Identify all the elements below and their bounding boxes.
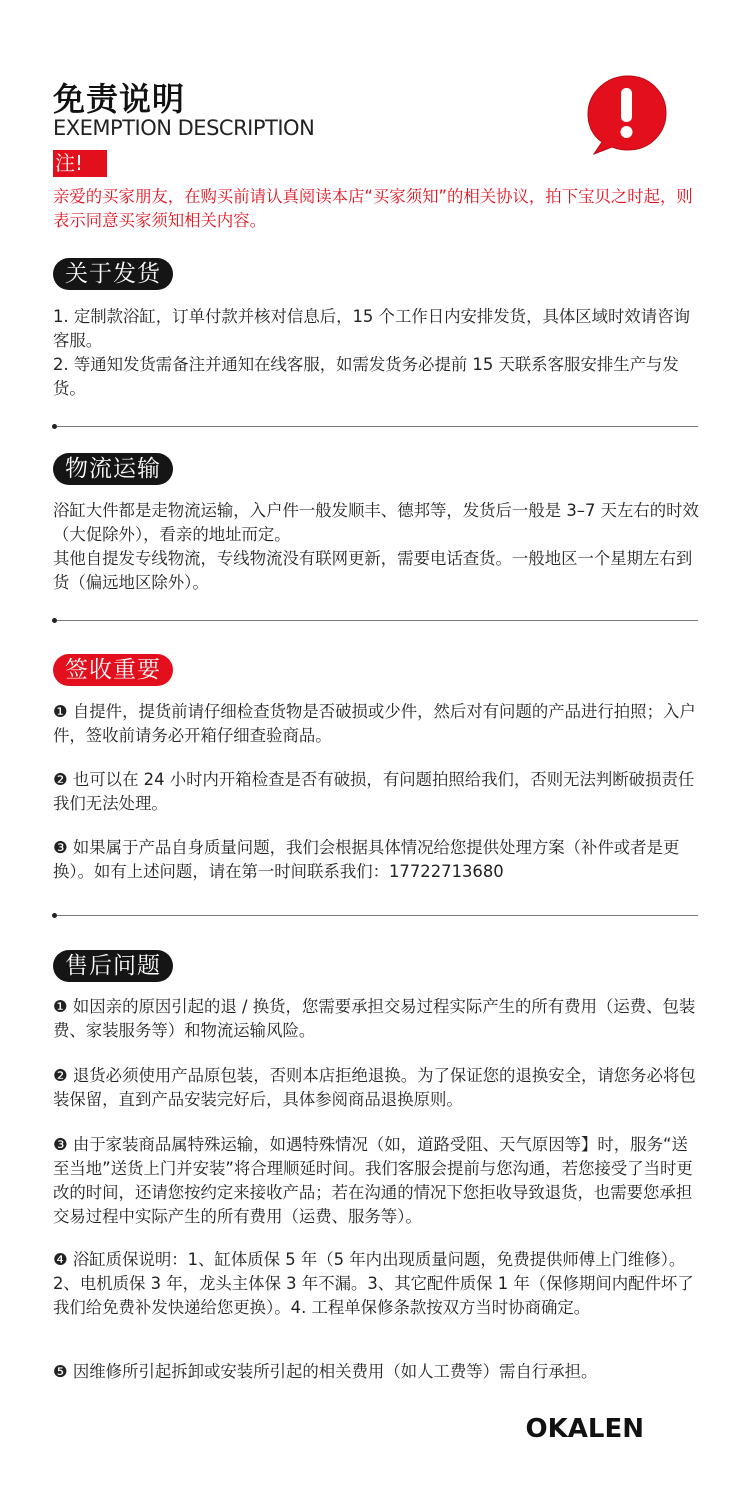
signing-item-2: ❷ 也可以在 24 小时内开箱检查是否有破损，有问题拍照给我们，否则无法判断破损责任我们无法处理。: [53, 770, 695, 813]
note-tag: 注!: [53, 150, 107, 177]
logistics-line-1: 浴缸大件都是走物流运输，入户件一般发顺丰、德邦等，发货后一般是 3–7 天左右的时效（大促除外），看亲的地址而定。: [53, 501, 699, 544]
section-tag-shipping: 关于发货: [53, 258, 173, 290]
section-tag-logistics: 物流运输: [53, 453, 173, 485]
aftersale-item-2: ❷ 退货必须使用产品原包装，否则本店拒绝退换。为了保证您的退换安全，请您务必将包装保留，直到产品安装完好后，具体参阅商品退换原则。: [53, 1066, 696, 1109]
shipping-text: [53, 305, 703, 401]
logistics-line-2: 其他自提发专线物流，专线物流没有联网更新，需要电话查货。一般地区一个星期左右到货（偏远地区除外）。: [53, 549, 693, 592]
aftersale-item-4: ❹ 浴缸质保说明：1、缸体质保 5 年（5 年内出现质量问题，免费提供师傅上门维修）。2、电机质保 3 年，龙头主体保 3 年不漏。3、其它配件质保 1 年（保修期间内配件坏了我们给免费补发快递给您更换）。4. 工程单保修条款按双方当时协商确定。: [53, 1250, 694, 1317]
page-subtitle: EXEMPTION DESCRIPTION: [53, 116, 315, 140]
aftersale-item-3: ❸ 由于家装商品属特殊运输，如遇特殊情况（如，道路受阻、天气原因等】时，服务“送至当地”送货上门并安装”将合理顺延时间。我们客服会提前与您沟通，若您接受了当时更改的时间，还请您按约定来接收产品；若在沟通的情况下您拒收导致退货，也需要您承担交易过程中实际产生的所有费用（运费、服务等）。: [53, 1135, 693, 1226]
section-tag-aftersale: 售后问题: [53, 950, 173, 982]
page-title: 免责说明: [53, 80, 186, 118]
brand-logo: OKALEN: [525, 1414, 644, 1444]
shipping-line-2: 2. 等通知发货需备注并通知在线客服，如需发货务必提前 15 天联系客服安排生产与发货。: [53, 355, 679, 398]
section-tag-signing: 签收重要: [53, 654, 173, 686]
divider: [53, 426, 698, 427]
signing-item-1: ❶ 自提件，提货前请仔细检查货物是否破损或少件，然后对有问题的产品进行拍照；入户件，签收前请务必开箱仔细查验商品。: [53, 702, 696, 745]
signing-item-3: ❸ 如果属于产品自身质量问题，我们会根据具体情况给您提供处理方案（补件或者是更换）。如有上述问题，请在第一时间联系我们：17722713680: [53, 838, 680, 881]
note-text: 亲爱的买家朋友，在购买前请认真阅读本店“买家须知”的相关协议，拍下宝贝之时起，则表示同意买家须知相关内容。: [53, 187, 693, 230]
divider: [53, 915, 698, 916]
aftersale-item-1: ❶ 如因亲的原因引起的退 / 换货，您需要承担交易过程实际产生的所有费用（运费、包装费、家装服务等）和物流运输风险。: [53, 997, 696, 1040]
divider: [53, 620, 698, 621]
logistics-text: [53, 499, 703, 595]
aftersale-item-5: ❺ 因维修所引起拆卸或安装所引起的相关费用（如人工费等）需自行承担。: [53, 1362, 598, 1381]
alert-speech-bubble-icon: [580, 68, 670, 158]
shipping-line-1: 1. 定制款浴缸，订单付款并核对信息后，15 个工作日内安排发货，具体区域时效请咨询客服。: [53, 307, 690, 350]
